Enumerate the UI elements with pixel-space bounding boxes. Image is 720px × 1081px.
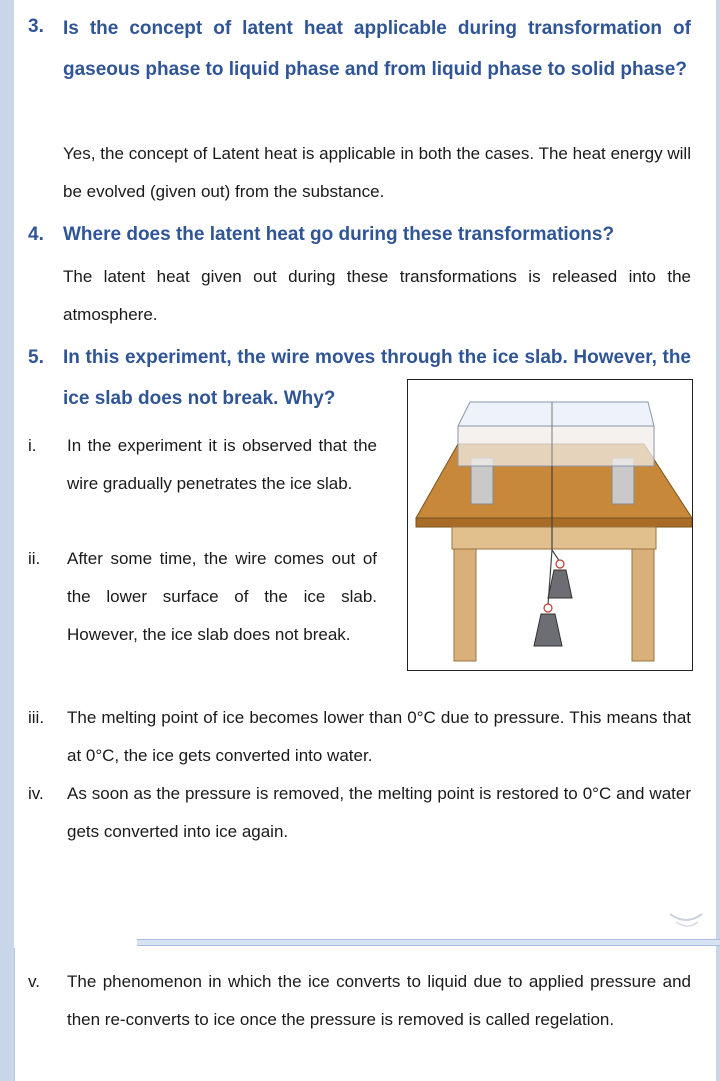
weight-1: [548, 570, 572, 598]
answer-3-text: Yes, the concept of Latent heat is applicable in both the cases. The heat energy will be evolved (given out) from the substance.: [63, 144, 691, 201]
point-iii-label: iii.: [28, 708, 45, 727]
question-3-text: Is the concept of latent heat applicable during transformation of gaseous phase to liquid phase and from liquid phase to solid phase?: [63, 18, 691, 80]
question-5-text: In this experiment, the wire moves through the ice slab. However, the ice slab does not break. Why?: [63, 347, 691, 409]
table-leg-left: [454, 549, 476, 661]
regelation-diagram: [408, 380, 692, 670]
question-4-number: 4.: [28, 224, 44, 245]
point-v-text: The phenomenon in which the ice converts to liquid due to applied pressure and then re-converts to ice once the pressure is removed is called regelation.: [67, 972, 691, 1029]
table-apron: [452, 527, 656, 549]
question-3-number: 3.: [28, 16, 44, 37]
point-ii-label: ii.: [28, 549, 41, 568]
page-left-border: [0, 0, 14, 1081]
point-iv-text: As soon as the pressure is removed, the melting point is restored to 0°C and water gets converted into ice again.: [67, 784, 691, 841]
ice-slab-front: [458, 426, 654, 466]
question-4-text: Where does the latent heat go during these transformations?: [63, 224, 615, 245]
page-curl-icon: [666, 906, 706, 934]
point-iii-text: The melting point of ice becomes lower than 0°C due to pressure. This means that at 0°C, the ice gets converted into water.: [67, 708, 691, 765]
answer-4-text: The latent heat given out during these transformations is released into the atmosphere.: [63, 267, 691, 324]
table-leg-right: [632, 549, 654, 661]
page-right-border: [716, 0, 720, 1081]
regelation-figure: [407, 379, 693, 671]
ice-slab-top: [458, 402, 654, 426]
point-ii-text: After some time, the wire comes out of the lower surface of the ice slab. However, the ice slab does not break.: [67, 549, 377, 644]
page-break-divider: [137, 939, 720, 946]
hook-1: [556, 560, 564, 568]
point-v-label: v.: [28, 972, 40, 991]
point-i-text: In the experiment it is observed that the wire gradually penetrates the ice slab.: [67, 436, 377, 493]
point-i-label: i.: [28, 436, 37, 455]
table-edge: [416, 518, 692, 527]
weight-2: [534, 614, 562, 646]
point-iv-label: iv.: [28, 784, 44, 803]
question-5-number: 5.: [28, 347, 44, 368]
hook-2: [544, 604, 552, 612]
